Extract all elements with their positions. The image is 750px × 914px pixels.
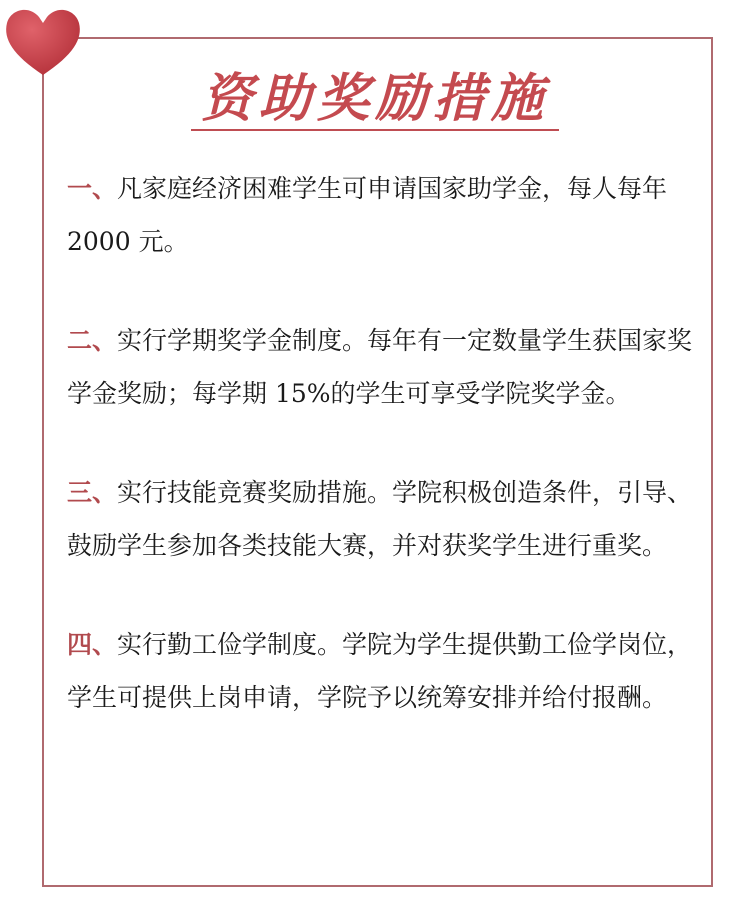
item-line: 凡家庭经济困难学生可申请国家助学金，每人每年 — [117, 174, 668, 203]
item-line: 实行技能竞赛奖励措施。学院积极创造条件，引导、 — [117, 478, 693, 507]
item-number: 四、 — [67, 630, 118, 659]
list-item — [67, 618, 707, 724]
item-line: 2000 元。 — [67, 227, 189, 256]
item-number: 一、 — [67, 174, 118, 203]
item-line: 实行学期奖学金制度。每年有一定数量学生获国家奖 — [117, 326, 693, 355]
item-line: 实行勤工俭学制度。学院为学生提供勤工俭学岗位， — [117, 630, 693, 659]
item-number: 二、 — [67, 326, 118, 355]
list-item — [67, 162, 707, 268]
title-container — [0, 70, 750, 131]
item-line: 鼓励学生参加各类技能大赛，并对获奖学生进行重奖。 — [67, 531, 668, 560]
measures-list — [67, 162, 707, 770]
page-title: 资助奖励措施 — [191, 70, 559, 131]
list-item — [67, 466, 707, 572]
item-number: 三、 — [67, 478, 118, 507]
list-item — [67, 314, 707, 420]
item-line: 学金奖励；每学期 15%的学生可享受学院奖学金。 — [67, 379, 631, 408]
item-line: 学生可提供上岗申请，学院予以统筹安排并给付报酬。 — [67, 683, 668, 712]
